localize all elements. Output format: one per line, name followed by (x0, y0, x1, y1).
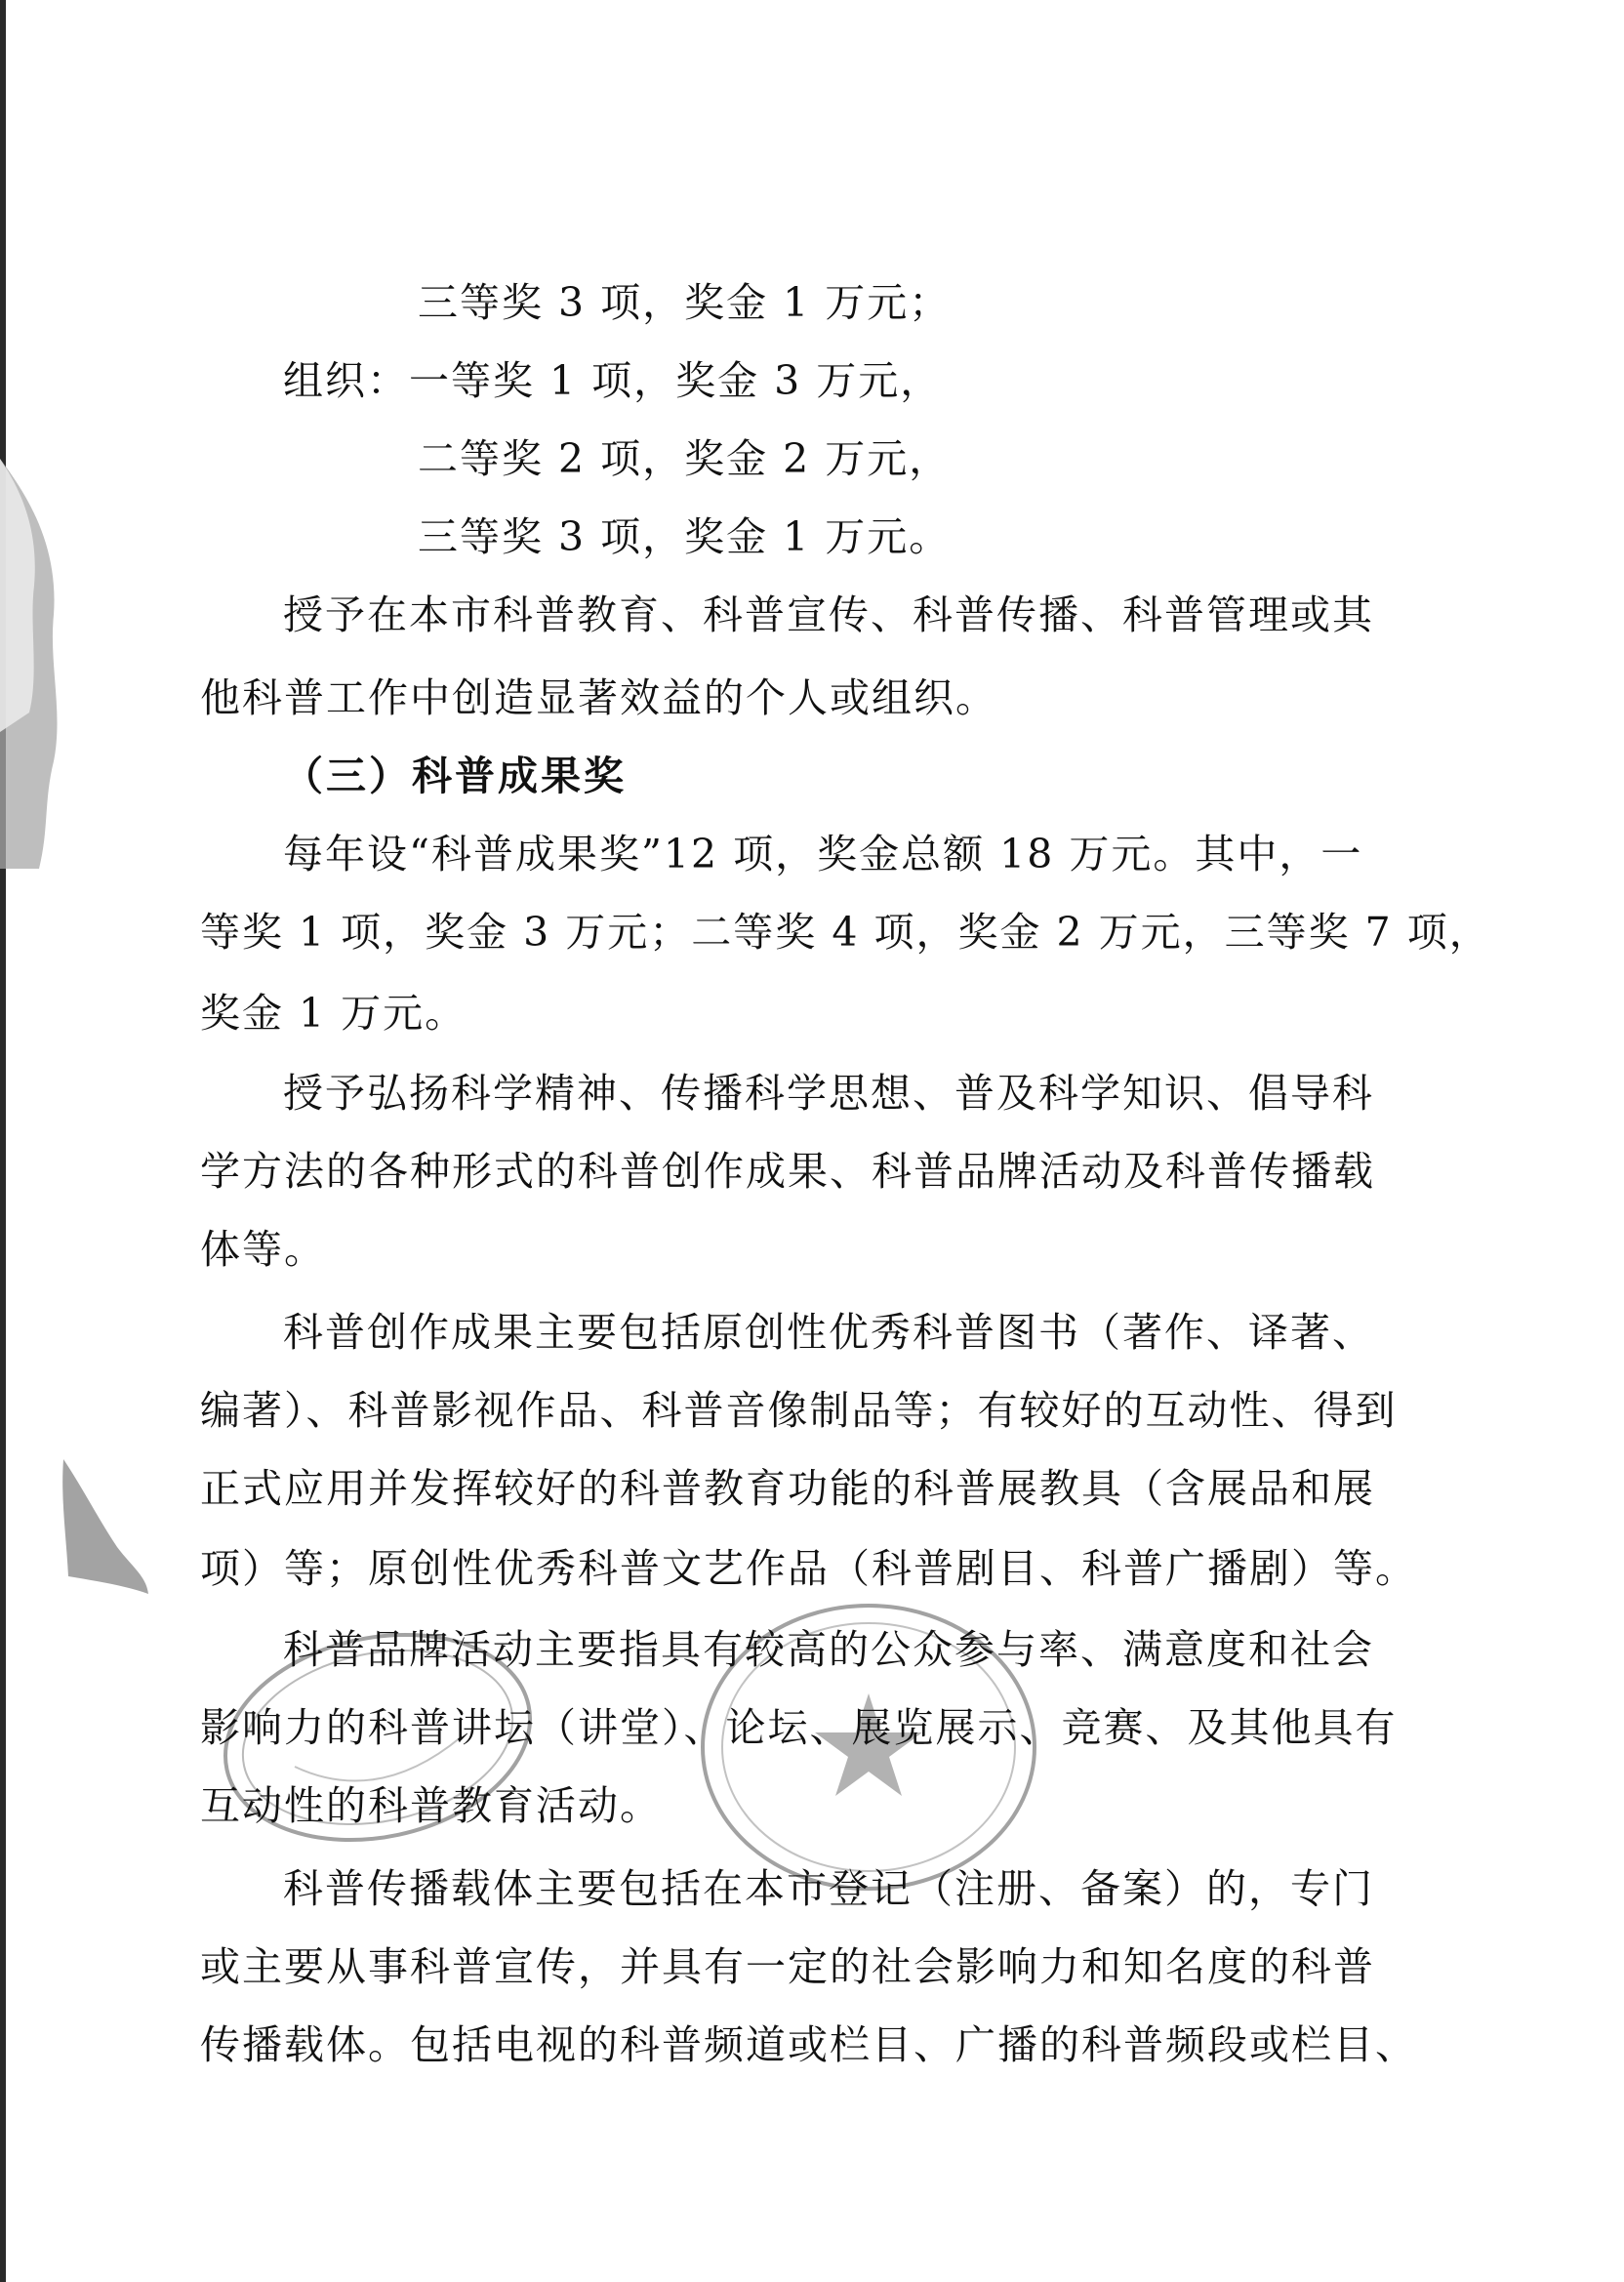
paragraph-line: 等奖 1 项，奖金 3 万元；二等奖 4 项，奖金 2 万元，三等奖 7 项， (200, 909, 1491, 956)
award-organization-first: 组织：一等奖 1 项，奖金 3 万元， (283, 357, 943, 404)
paragraph-line: 项）等；原创性优秀科普文艺作品（科普剧目、科普广播剧）等。 (200, 1545, 1417, 1592)
paragraph-line: 传播载体。包括电视的科普频道或栏目、广播的科普频段或栏目、 (200, 2021, 1417, 2068)
paragraph-line: 正式应用并发挥较好的科普教育功能的科普展教具（含展品和展 (200, 1465, 1375, 1512)
award-organization-third: 三等奖 3 项，奖金 1 万元。 (418, 513, 952, 560)
award-organization-second: 二等奖 2 项，奖金 2 万元， (418, 435, 952, 482)
paragraph-line: 科普传播载体主要包括在本市登记（注册、备案）的，专门 (283, 1865, 1374, 1912)
paragraph-line: 互动性的科普教育活动。 (200, 1782, 662, 1829)
paragraph-line: 学方法的各种形式的科普创作成果、科普品牌活动及科普传播载 (200, 1148, 1375, 1195)
paragraph-line: 体等。 (200, 1226, 326, 1273)
scan-left-edge (0, 0, 6, 2282)
award-tier-third-individual: 三等奖 3 项，奖金 1 万元； (418, 279, 952, 326)
paragraph-line: 科普品牌活动主要指具有较高的公众参与率、满意度和社会 (283, 1626, 1374, 1673)
paragraph-line: 每年设“科普成果奖”12 项，奖金总额 18 万元。其中，一 (283, 831, 1363, 877)
grant-scope-line-2: 他科普工作中创造显著效益的个人或组织。 (200, 674, 997, 721)
paragraph-line: 编著）、科普影视作品、科普音像制品等；有较好的互动性、得到 (200, 1387, 1398, 1434)
paragraph-line: 奖金 1 万元。 (200, 990, 467, 1037)
paragraph-line: 科普创作成果主要包括原创性优秀科普图书（著作、译著、 (283, 1309, 1374, 1356)
grant-scope-line-1: 授予在本市科普教育、科普宣传、科普传播、科普管理或其 (283, 591, 1374, 638)
scan-smudge-upper (0, 459, 73, 869)
scan-smudge-lower (59, 1459, 151, 1596)
section-heading: （三）科普成果奖 (283, 753, 627, 799)
paragraph-line: 影响力的科普讲坛（讲堂）、论坛、展览展示、竞赛、及其他具有 (200, 1704, 1398, 1751)
paragraph-line: 或主要从事科普宣传，并具有一定的社会影响力和知名度的科普 (200, 1943, 1375, 1990)
paragraph-line: 授予弘扬科学精神、传播科学思想、普及科学知识、倡导科 (283, 1070, 1374, 1117)
